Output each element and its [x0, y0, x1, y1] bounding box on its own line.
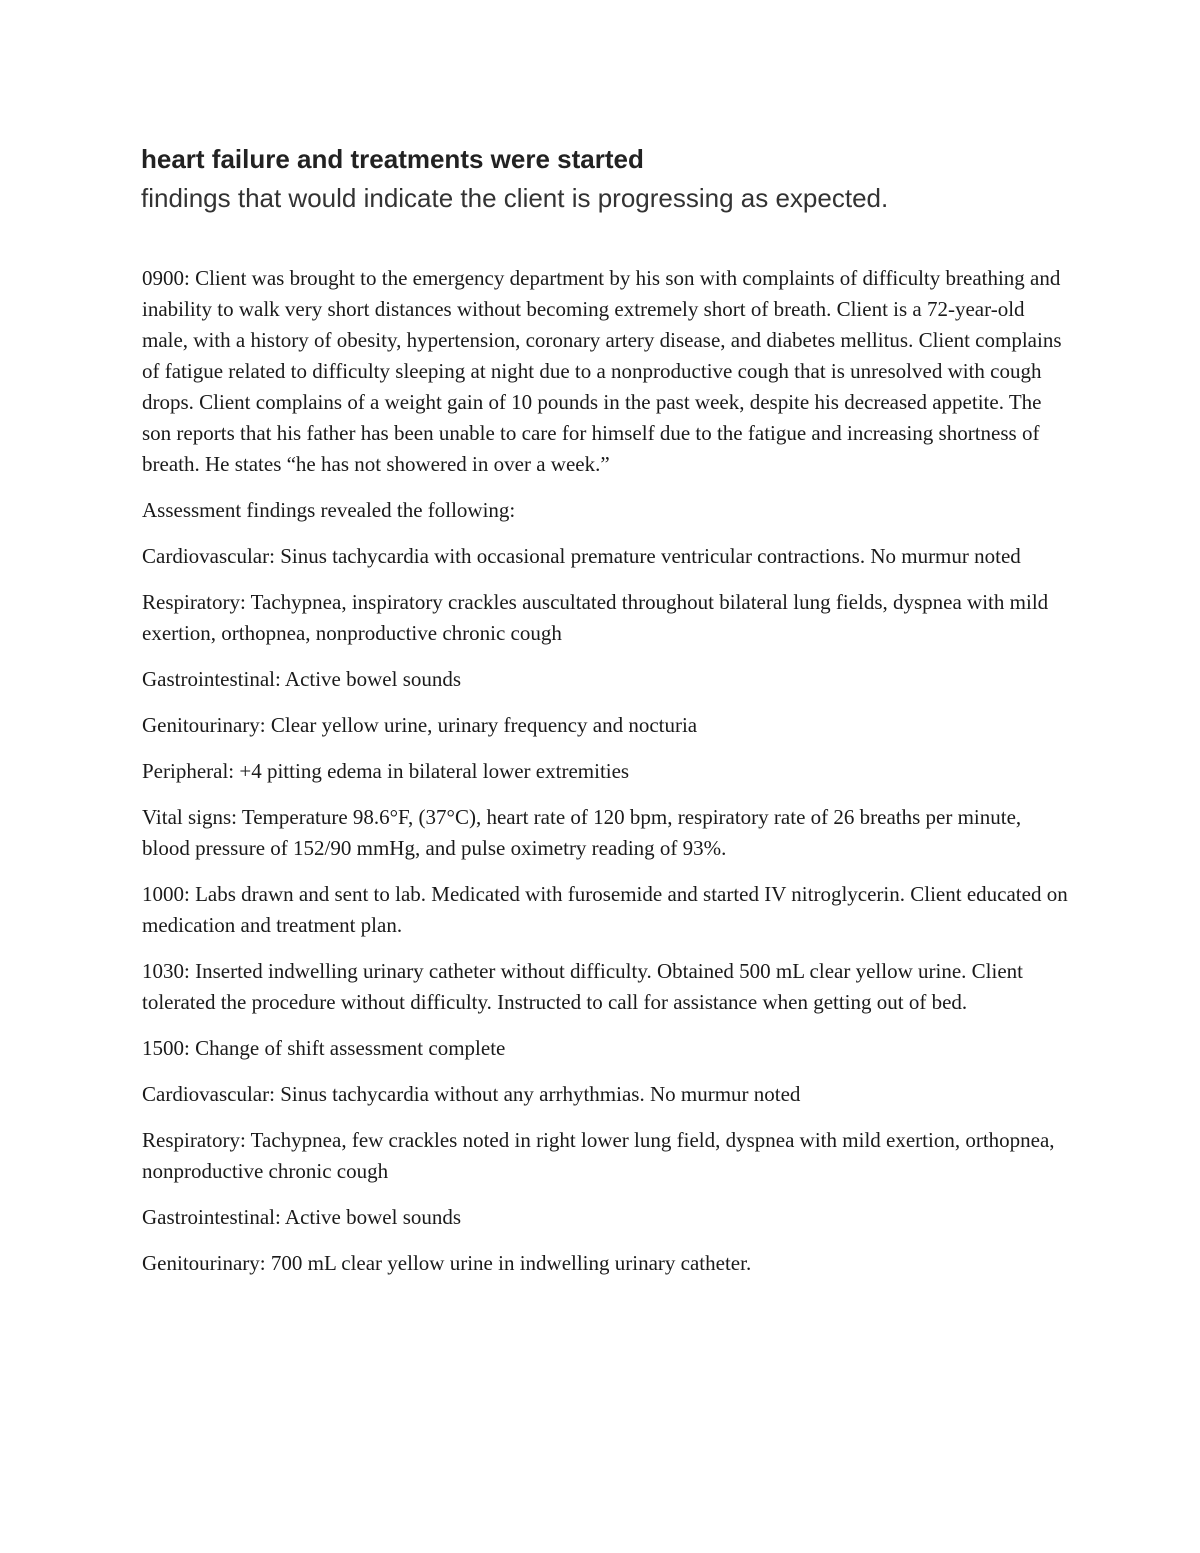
paragraph-cardiovascular-initial: Cardiovascular: Sinus tachycardia with occasional premature ventricular contractions. No murmur noted: [142, 544, 1021, 568]
paragraph-respiratory-initial: Respiratory: Tachypnea, inspiratory crackles auscultated throughout bilateral lung fields, dyspnea with mild exertion, orthopnea, nonproductive chronic cough: [142, 590, 1049, 645]
paragraph-gastrointestinal-1500: Gastrointestinal: Active bowel sounds: [142, 1205, 462, 1229]
paragraph-genitourinary-initial: Genitourinary: Clear yellow urine, urinary frequency and nocturia: [142, 713, 698, 737]
paragraph-1000-labs: 1000: Labs drawn and sent to lab. Medicated with furosemide and started IV nitroglycerin. Client educated on medication and treatment plan.: [142, 882, 1068, 937]
paragraph-respiratory-1500: Respiratory: Tachypnea, few crackles noted in right lower lung field, dyspnea with mild exertion, orthopnea, nonproductive chronic cough: [142, 1128, 1055, 1183]
document-body: [142, 263, 1072, 1294]
paragraph-peripheral-initial: Peripheral: +4 pitting edema in bilateral lower extremities: [142, 759, 630, 783]
paragraph-cardiovascular-1500: Cardiovascular: Sinus tachycardia without any arrhythmias. No murmur noted: [142, 1082, 801, 1106]
document-heading: heart failure and treatments were started: [141, 144, 644, 174]
paragraph-0900-arrival: 0900: Client was brought to the emergency department by his son with complaints of difficulty breathing and inability to walk very short distances without becoming extremely short of breath. Client is a 72-year-old male, with a history of obesity, hypertension, coronary artery disease, and diabetes mellitus. Client complains of fatigue related to difficulty sleeping at night due to a nonproductive cough that is unresolved with cough drops. Client complains of a weight gain of 10 pounds in the past week, despite his decreased appetite. The son reports that his father has been unable to care for himself due to the fatigue and increasing shortness of breath. He states “he has not showered in over a week.”: [142, 266, 1062, 476]
paragraph-vital-signs: Vital signs: Temperature 98.6°F, (37°C), heart rate of 120 bpm, respiratory rate of 26 breaths per minute, blood pressure of 152/90 mmHg, and pulse oximetry reading of 93%.: [142, 805, 1022, 860]
document-subheading: findings that would indicate the client is progressing as expected.: [141, 183, 889, 213]
paragraph-gastrointestinal-initial: Gastrointestinal: Active bowel sounds: [142, 667, 462, 691]
paragraph-1030-catheter: 1030: Inserted indwelling urinary catheter without difficulty. Obtained 500 mL clear yellow urine. Client tolerated the procedure without difficulty. Instructed to call for assistance when getting out of bed.: [142, 959, 1023, 1014]
paragraph-1500-shift-change: 1500: Change of shift assessment complete: [142, 1036, 506, 1060]
paragraph-genitourinary-1500: Genitourinary: 700 mL clear yellow urine in indwelling urinary catheter.: [142, 1251, 752, 1275]
paragraph-assessment-intro: Assessment findings revealed the following:: [142, 498, 516, 522]
